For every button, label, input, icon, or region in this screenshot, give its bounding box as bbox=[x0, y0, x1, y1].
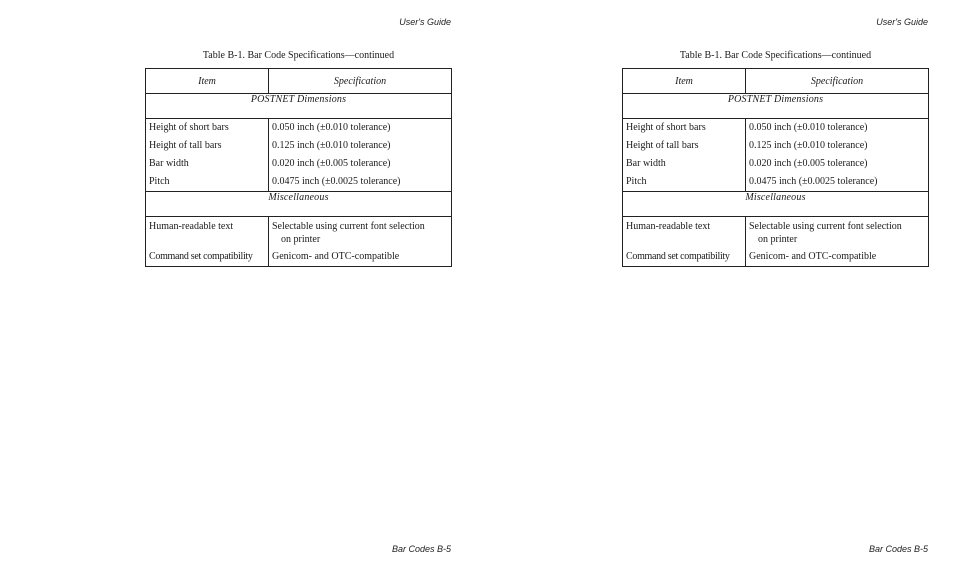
spec-cell bbox=[269, 217, 451, 248]
item-column bbox=[623, 119, 746, 192]
page-folio: Bar Codes B-5 bbox=[868, 544, 928, 554]
item-column bbox=[146, 217, 269, 267]
spec-cell: Genicom- and OTC-compatible bbox=[749, 251, 877, 262]
spec-cell: 0.020 inch (±0.005 tolerance) bbox=[749, 158, 868, 169]
item-cell: Bar width bbox=[149, 158, 189, 169]
header-specification: Specification bbox=[269, 69, 452, 94]
running-head: User's Guide bbox=[399, 17, 451, 27]
bar-code-spec-table bbox=[145, 68, 452, 267]
item-cell: Height of tall bars bbox=[149, 140, 222, 151]
spec-column bbox=[269, 217, 452, 267]
spec-cell: Genicom- and OTC-compatible bbox=[272, 251, 400, 262]
section-row bbox=[146, 94, 452, 119]
postnet-group bbox=[146, 119, 452, 192]
item-cell: Pitch bbox=[149, 176, 170, 187]
misc-group bbox=[623, 217, 929, 267]
spec-cell bbox=[746, 217, 928, 248]
item-cell: Bar width bbox=[626, 158, 666, 169]
spec-cell: 0.125 inch (±0.010 tolerance) bbox=[749, 140, 868, 151]
table-caption: Table B-1. Bar Code Specifications—continued bbox=[202, 50, 395, 61]
misc-group bbox=[146, 217, 452, 267]
spec-line-continued: on printer bbox=[758, 234, 798, 245]
spec-line-continued: on printer bbox=[281, 234, 321, 245]
spec-column bbox=[746, 119, 929, 192]
spacer bbox=[146, 235, 268, 248]
spacer bbox=[623, 235, 745, 248]
table-header-row bbox=[623, 69, 929, 94]
item-cell: Human-readable text bbox=[626, 221, 711, 232]
spec-line: Selectable using current font selection bbox=[272, 221, 425, 232]
running-head: User's Guide bbox=[876, 17, 928, 27]
spec-column bbox=[746, 217, 929, 267]
spec-cell: 0.050 inch (±0.010 tolerance) bbox=[272, 122, 391, 133]
item-cell: Command set compatibility bbox=[149, 251, 253, 262]
item-column bbox=[146, 119, 269, 192]
spec-cell: 0.050 inch (±0.010 tolerance) bbox=[749, 122, 868, 133]
spec-cell: 0.0475 inch (±0.0025 tolerance) bbox=[749, 176, 878, 187]
item-cell: Command set compatibility bbox=[626, 251, 730, 262]
postnet-group bbox=[623, 119, 929, 192]
spec-line: Selectable using current font selection bbox=[749, 221, 902, 232]
spec-cell: 0.125 inch (±0.010 tolerance) bbox=[272, 140, 391, 151]
spec-cell: 0.020 inch (±0.005 tolerance) bbox=[272, 158, 391, 169]
section-title-miscellaneous: Miscellaneous bbox=[146, 192, 452, 217]
item-cell: Height of short bars bbox=[626, 122, 706, 133]
item-cell: Human-readable text bbox=[149, 221, 234, 232]
header-item: Item bbox=[623, 69, 746, 94]
header-item: Item bbox=[146, 69, 269, 94]
section-row bbox=[623, 94, 929, 119]
section-title-postnet: POSTNET Dimensions bbox=[146, 94, 452, 119]
item-cell: Height of short bars bbox=[149, 122, 229, 133]
page-folio: Bar Codes B-5 bbox=[391, 544, 451, 554]
item-cell: Height of tall bars bbox=[626, 140, 699, 151]
item-cell: Pitch bbox=[626, 176, 647, 187]
header-specification: Specification bbox=[746, 69, 929, 94]
right-page bbox=[477, 0, 954, 580]
spec-column bbox=[269, 119, 452, 192]
section-row bbox=[146, 192, 452, 217]
item-column bbox=[623, 217, 746, 267]
bar-code-spec-table bbox=[622, 68, 929, 267]
table-header-row bbox=[146, 69, 452, 94]
section-row bbox=[623, 192, 929, 217]
section-title-postnet: POSTNET Dimensions bbox=[623, 94, 929, 119]
spec-cell: 0.0475 inch (±0.0025 tolerance) bbox=[272, 176, 401, 187]
section-title-miscellaneous: Miscellaneous bbox=[623, 192, 929, 217]
table-caption: Table B-1. Bar Code Specifications—continued bbox=[679, 50, 872, 61]
